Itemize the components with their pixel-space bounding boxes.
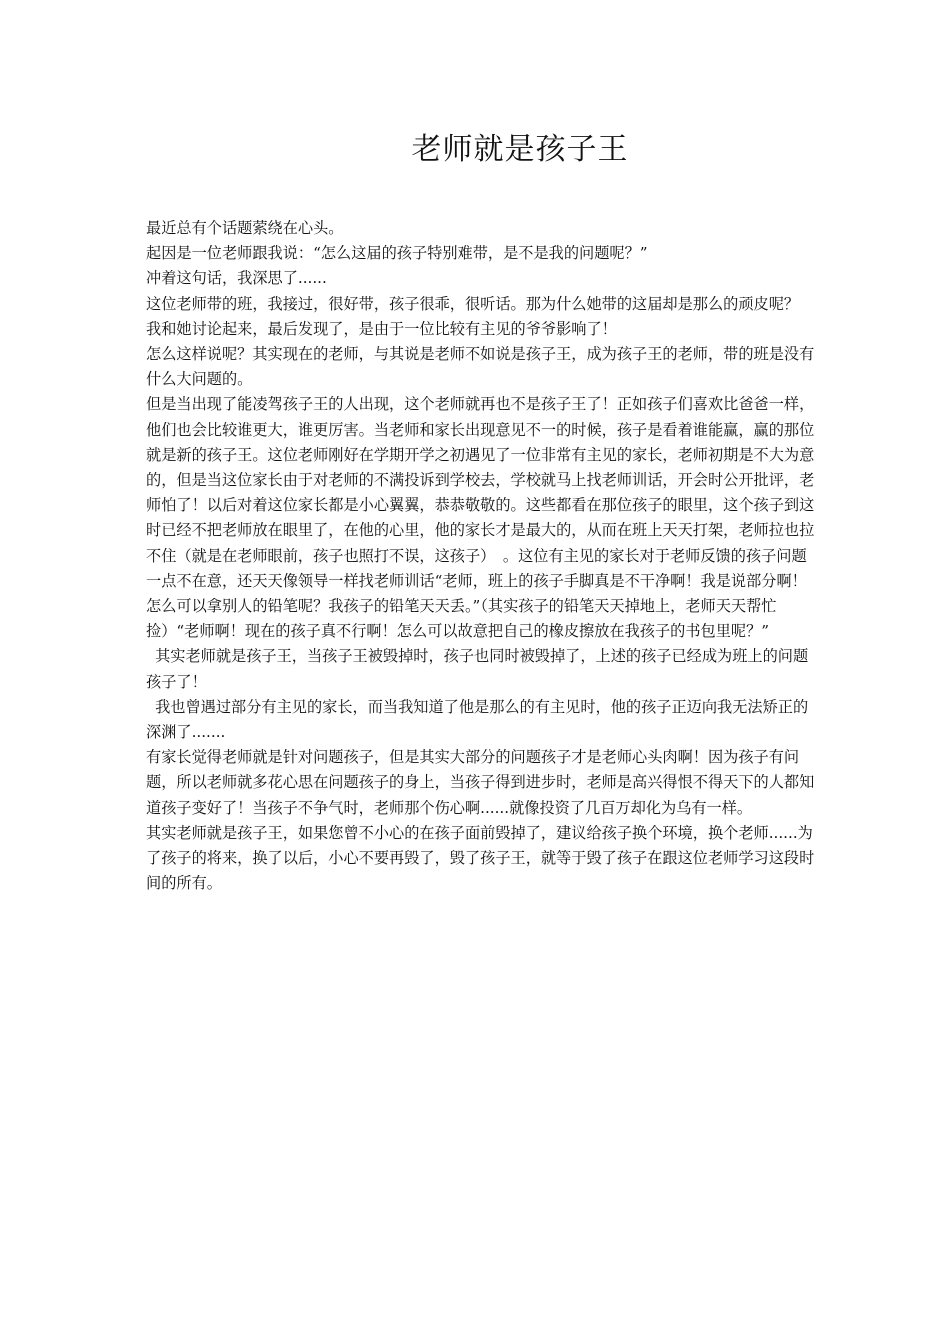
paragraph-1: 最近总有个话题萦绕在心头。 — [146, 219, 344, 237]
paragraph-3: 冲着这句话，我深思了...... — [146, 269, 327, 288]
paragraph-7: 但是当出现了能凌驾孩子王的人出现，这个老师就再也不是孩子王了！正如孩子们喜欢比爸爸一样，他们也会比较谁更大，谁更厉害。当老师和家长出现意见不一的时候，孩子是看着谁能赢，赢的那位就是新的孩子王。这位老师刚好在学期开学之初遇见了一位非常有主见的家长，老师初期是不大为意的，但是当这位家长由于对老师的不满投诉到学校去，学校就马上找老师训话，开会时公开批评，老师怕了！以后对着这位家长都是小心翼翼，恭恭敬敬的。这些都看在那位孩子的眼里，这个孩子到这时已经不把老师放在眼里了，在他的心里，他的家长才是最大的，从而在班上天天打架，老师拉也拉不住（就是在老师眼前，孩子也照打不误，这孩子） 。这位有主见的家长对于老师反馈的孩子问题一点不在意，还天天像领导一样找老师训话“老师，班上的孩子手脚真是不干净啊！我是说部分啊！怎么可以拿别人的铅笔呢？我孩子的铅笔天天丢。”（其实孩子的铅笔天天掉地上，老师天天帮忙捡）“老师啊！现在的孩子真不行啊！怎么可以故意把自己的橡皮擦放在我孩子的书包里呢？” — [146, 395, 815, 641]
paragraph-9: 我也曾遇过部分有主见的家长，而当我知道了他是那么的有主见时，他的孩子正迈向我无法矫正的深渊了....... — [146, 697, 809, 742]
document-body — [146, 216, 816, 896]
paragraph-6: 怎么这样说呢？其实现在的老师，与其说是老师不如说是孩子王，成为孩子王的老师，带的班是没有什么大问题的。 — [146, 345, 815, 389]
document-title: 老师就是孩子王 — [411, 132, 629, 167]
paragraph-8: 其实老师就是孩子王，当孩子王被毁掉时，孩子也同时被毁掉了，上述的孩子已经成为班上的问题孩子了！ — [146, 647, 809, 691]
paragraph-11: 其实老师就是孩子王，如果您曾不小心的在孩子面前毁掉了，建议给孩子换个环境，换个老师......为了孩子的将来，换了以后，小心不要再毁了，毁了孩子王，就等于毁了孩子在跟这位老师学习这段时间的所有。 — [146, 823, 815, 893]
paragraph-2: 起因是一位老师跟我说：“怎么这届的孩子特别难带，是不是我的问题呢？” — [146, 244, 648, 263]
paragraph-5: 我和她讨论起来，最后发现了，是由于一位比较有主见的爷爷影响了！ — [146, 319, 617, 338]
paragraph-10: 有家长觉得老师就是针对问题孩子，但是其实大部分的问题孩子才是老师心头肉啊！因为孩子有问题，所以老师就多花心思在问题孩子的身上，当孩子得到进步时，老师是高兴得恨不得天下的人都知道孩子变好了！当孩子不争气时，老师那个伤心啊......就像投资了几百万却化为乌有一样。 — [146, 748, 815, 817]
paragraph-4: 这位老师带的班，我接过，很好带，孩子很乖，很听话。那为什么她带的这届却是那么的顽皮呢？ — [146, 294, 800, 313]
